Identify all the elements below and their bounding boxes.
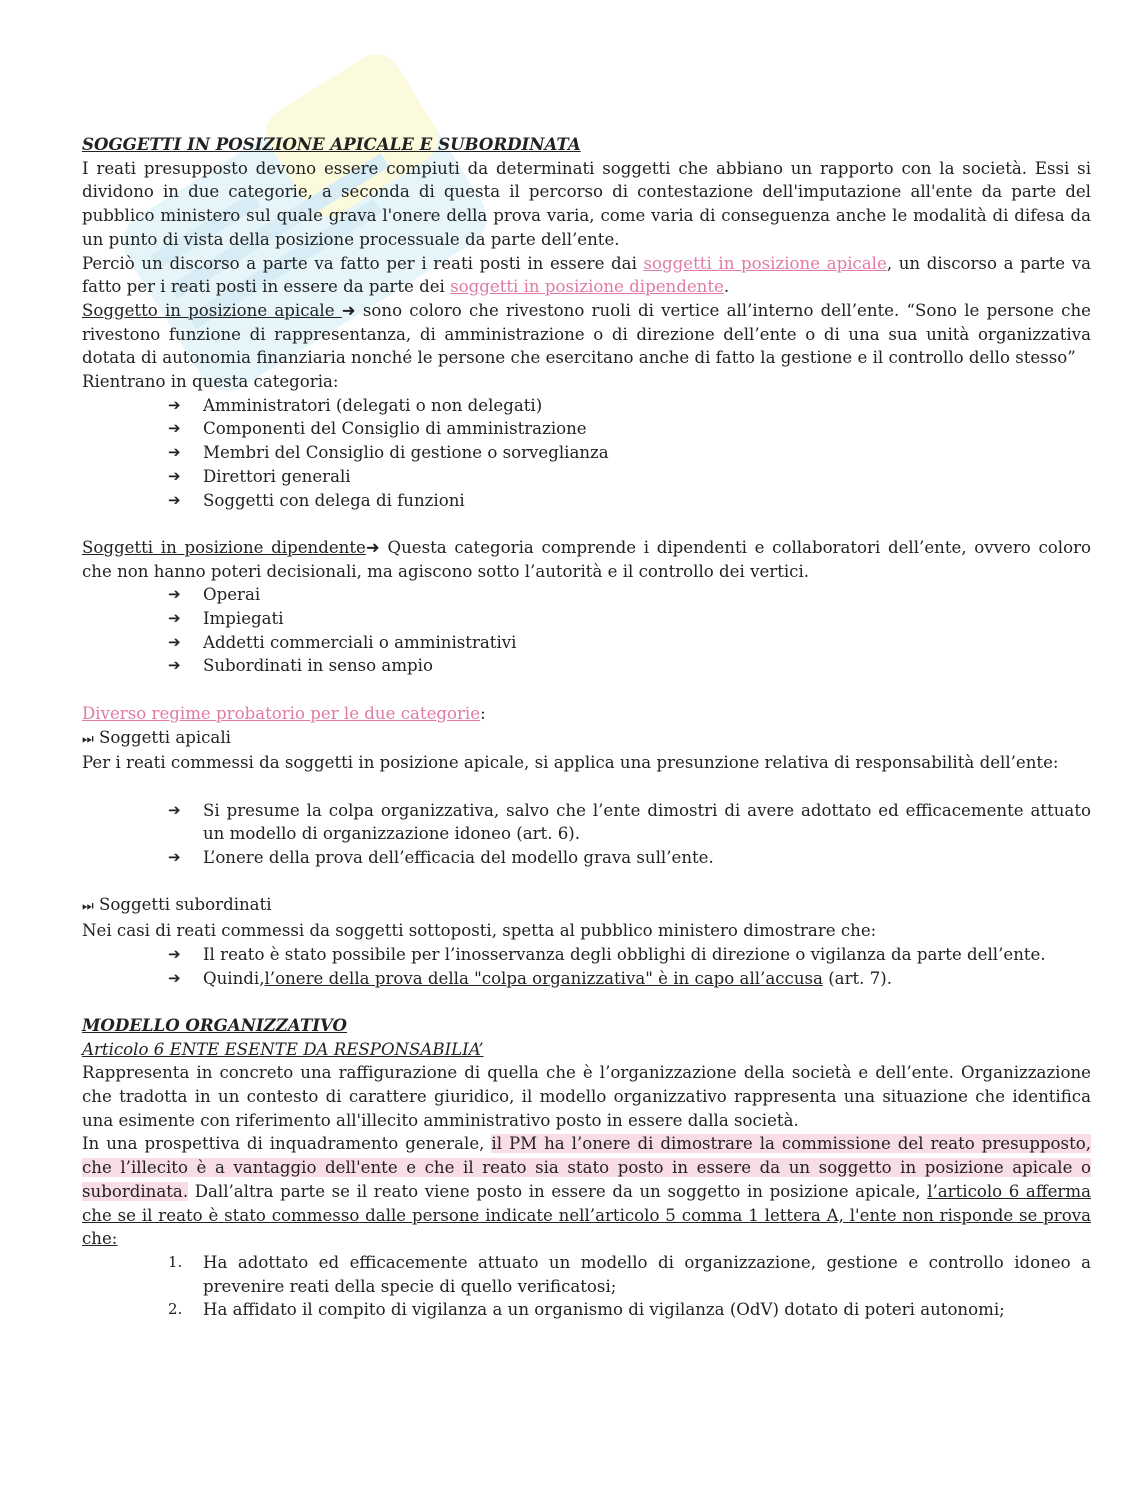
highlighted-text: il PM ha l’onere di dimostrare la commissione del reato presupposto, che l’illecito è a vantaggio dell'ente e che il reato sia stato posto in essere da un soggetto in posizione apicale o subordinata. <box>82 1134 1091 1201</box>
section-title-soggetti: SOGGETTI IN POSIZIONE APICALE E SUBORDINATA <box>82 134 581 154</box>
arrow-icon: ➔ <box>168 466 181 485</box>
subordinati-subheading: ⏭ Soggetti subordinati <box>82 895 272 915</box>
underlined-text: l’articolo 6 afferma che se il reato è stato commesso dalle persone indicate nell’articolo 5 comma 1 lettera A, l'ente non risponde se prova che: <box>82 1181 1091 1249</box>
apicali-list <box>82 394 1091 513</box>
list-item: ➔ Amministratori (delegati o non delegati) <box>203 394 1091 418</box>
regime-heading: Diverso regime probatorio per le due categorie: <box>82 703 486 723</box>
list-item: ➔ Soggetti con delega di funzioni <box>203 489 1091 513</box>
list-item: ➔ Il reato è stato possibile per l’inosservanza degli obblighi di direzione o vigilanza da parte dell’ente. <box>203 943 1091 967</box>
arrow-icon: ➔ <box>168 419 181 438</box>
apicali-points <box>82 799 1091 870</box>
list-item: ➔ Operai <box>203 583 1091 607</box>
arrow-icon: ➔ <box>168 632 181 651</box>
document-page <box>82 133 1091 1322</box>
arrow-icon: ➔ <box>168 848 181 867</box>
dipendenti-list <box>82 583 1091 678</box>
arrow-icon: ➔ <box>168 968 181 987</box>
rientrano-label: Rientrano in questa categoria: <box>82 372 339 392</box>
intro-paragraph: I reati presupposto devono essere compiuti da determinati soggetti che abbiano un rapporto con la società. Essi si dividono in due categorie, a seconda di questa il percorso di contestazione dell'imputazione all'ente da parte del pubblico ministero sul quale grava l'onere della prova varia, come varia di conseguenza anche le modalità di difesa da un punto di vista della posizione processuale da parte dell’ente. <box>82 158 1091 249</box>
subordinati-intro: Nei casi di reati commessi da soggetti sottoposti, spetta al pubblico ministero dimostrare che: <box>82 921 877 941</box>
arrow-icon: ➔ <box>168 609 181 628</box>
modello-paragraph: Rappresenta in concreto una raffigurazione di quella che è l’organizzazione della società e dell’ente. Organizzazione che tradotta in un contesto di carattere giuridico, il modello organizzativo rappresenta una situazione che identifica una esimente con riferimento all'illecito amministrativo posto in essere dalla società. <box>82 1063 1091 1130</box>
list-item: ➔ Direttori generali <box>203 465 1091 489</box>
apicale-label: Soggetto in posizione apicale <box>82 300 342 320</box>
numbered-list <box>82 1251 1091 1322</box>
arrow-icon: ➔ <box>168 443 181 462</box>
apicali-intro: Per i reati commessi da soggetti in posizione apicale, si applica una presunzione relativa di responsabilità dell’ente: <box>82 753 1059 773</box>
subordinati-points <box>82 943 1091 990</box>
arrow-icon: ➔ <box>168 656 181 675</box>
list-item: ➔ Si presume la colpa organizzativa, salvo che l’ente dimostri di avere adottato ed efficacemente attuato un modello di organizzazione idoneo (art. 6). <box>168 800 1091 844</box>
link-soggetti-dipendente[interactable]: soggetti in posizione dipendente <box>450 277 724 297</box>
list-item: 1. Ha adottato ed efficacemente attuato un modello di organizzazione, gestione e controllo idoneo a prevenire reati della specie di quello verificatosi; <box>168 1252 1091 1296</box>
list-item: ➔ L’onere della prova dell’efficacia del modello grava sull’ente. <box>203 846 1091 870</box>
list-item: ➔ Subordinati in senso ampio <box>203 654 1091 678</box>
list-item: ➔ Membri del Consiglio di gestione o sorveglianza <box>203 441 1091 465</box>
arrow-icon: ➔ <box>168 490 181 509</box>
link-soggetti-apicale[interactable]: soggetti in posizione apicale <box>643 253 887 273</box>
arrow-icon: ➜ <box>341 300 356 320</box>
apicali-subheading: ⏭ Soggetti apicali <box>82 727 231 747</box>
list-item: ➔ Quindi,l’onere della prova della "colpa organizzativa" è in capo all’accusa (art. 7). <box>203 967 1091 991</box>
discorso-paragraph: Perciò un discorso a parte va fatto per i reati posti in essere dai soggetti in posizione apicale, un discorso a parte va fatto per i reati posti in essere da parte dei soggetti in posizione dipendente. <box>82 253 1091 297</box>
list-item: ➔ Addetti commerciali o amministrativi <box>203 631 1091 655</box>
list-item: ➔ Componenti del Consiglio di amministrazione <box>203 417 1091 441</box>
arrow-icon: ➔ <box>168 944 181 963</box>
list-item: 2. Ha affidato il compito di vigilanza a un organismo di vigilanza (OdV) dotato di poteri autonomi; <box>168 1300 1005 1320</box>
arrow-icon: ➔ <box>168 585 181 604</box>
section-title-modello: MODELLO ORGANIZZATIVO <box>82 1014 347 1035</box>
regime-link[interactable]: Diverso regime probatorio per le due categorie <box>82 703 481 723</box>
list-item: ➔ Impiegati <box>203 607 1091 631</box>
section-subtitle-articolo: Articolo 6 ENTE ESENTE DA RESPONSABILIA’ <box>82 1039 484 1059</box>
apicale-definition: Soggetto in posizione apicale ➜ sono coloro che rivestono ruoli di vertice all’interno dell’ente. “Sono le persone che rivestono funzione di rappresentanza, di amministrazione o di direzione dell’ente o di una sua unità organizzativa dotata di autonomia finanziaria nonché le persone che esercitano anche di fatto la gestione e il controllo dello stesso” <box>82 300 1091 368</box>
prospettiva-paragraph: In una prospettiva di inquadramento generale, il PM ha l’onere di dimostrare la commissione del reato presupposto, che l’illecito è a vantaggio dell'ente e che il reato sia stato posto in essere da un soggetto in posizione apicale o subordinata. Dall’altra parte se il reato viene posto in essere da un soggetto in posizione apicale, l’articolo 6 afferma che se il reato è stato commesso dalle persone indicate nell’articolo 5 comma 1 lettera A, l'ente non risponde se prova che: <box>82 1134 1091 1249</box>
arrow-icon: ➔ <box>168 800 181 819</box>
dipendente-definition: Soggetti in posizione dipendente➜ Questa categoria comprende i dipendenti e collaboratori dell’ente, ovvero coloro che non hanno poteri decisionali, ma agiscono sotto l’autorità e il controllo dei vertici. <box>82 537 1091 581</box>
arrow-icon: ➜ <box>365 537 380 557</box>
dipendente-label: Soggetti in posizione dipendente <box>82 537 366 557</box>
skip-forward-icon: ⏭ <box>82 899 94 915</box>
arrow-icon: ➔ <box>168 395 181 414</box>
skip-forward-icon: ⏭ <box>82 731 94 747</box>
